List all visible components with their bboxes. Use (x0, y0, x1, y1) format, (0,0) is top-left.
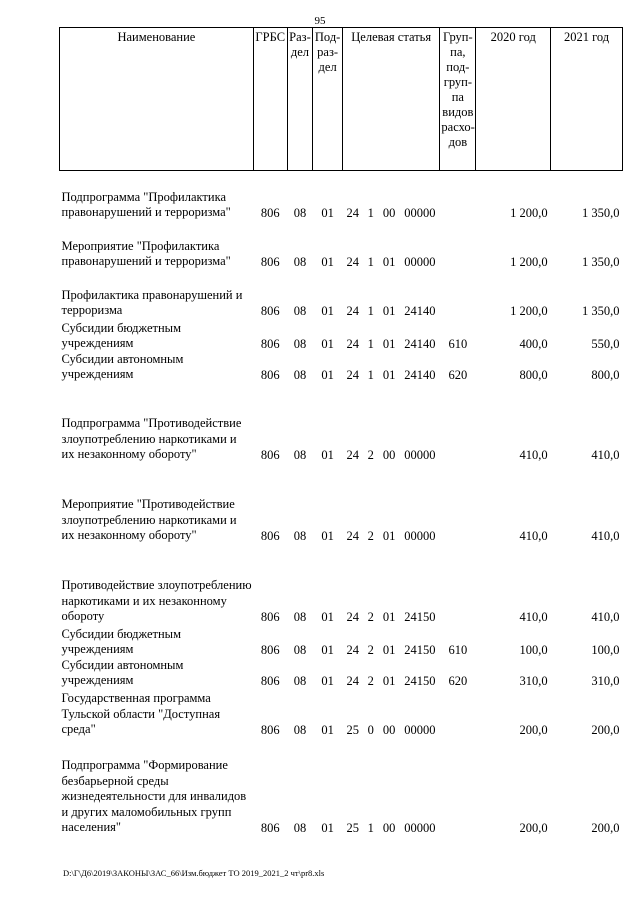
cell-target-program: 24 (346, 367, 359, 382)
cell-year-2020: 200,0 (519, 722, 548, 737)
header-year-2020: 2020 год (476, 28, 551, 171)
cell-name: Субсидии автономным учреждениям (61, 351, 184, 381)
header-expense-group: Груп- па, под- груп- па видов расхо- дов (440, 28, 476, 171)
cell-podrazdel: 01 (321, 722, 334, 737)
cell-target-direction: 00000 (404, 722, 436, 737)
cell-year-2021: 1 350,0 (582, 205, 620, 220)
cell-target-event: 00 (382, 820, 396, 835)
cell-year-2020: 800,0 (519, 367, 548, 382)
cell-expense-group (440, 383, 476, 463)
cell-year-2021: 410,0 (591, 447, 620, 462)
cell-target-program: 24 (346, 609, 359, 624)
cell-grbs: 806 (260, 254, 280, 269)
cell-name: Подпрограмма "Противодействие злоупотреблению наркотиками и их незаконному обороту" (61, 416, 242, 461)
cell-podrazdel: 01 (321, 336, 334, 351)
cell-podrazdel: 01 (321, 642, 334, 657)
cell-year-2020: 310,0 (519, 673, 548, 688)
cell-razdel: 08 (293, 254, 307, 269)
cell-target-subprogram: 2 (367, 528, 374, 543)
cell-name: Субсидии бюджетным учреждениям (61, 320, 181, 350)
cell-grbs: 806 (260, 205, 280, 220)
cell-grbs: 806 (260, 609, 280, 624)
page-number: 95 (314, 15, 326, 27)
cell-target-subprogram: 1 (367, 303, 374, 318)
cell-target-direction: 24140 (404, 336, 436, 351)
cell-target-program: 25 (346, 722, 359, 737)
cell-year-2020: 1 200,0 (510, 303, 548, 318)
cell-target-subprogram: 1 (367, 254, 374, 269)
header-razdel: Раз- дел (287, 28, 313, 171)
cell-target-event: 01 (382, 367, 396, 382)
cell-year-2021: 410,0 (591, 528, 620, 543)
cell-grbs: 806 (260, 820, 280, 835)
cell-target-subprogram: 2 (367, 673, 374, 688)
cell-name: Подпрограмма "Профилактика правонарушений и терроризма" (61, 189, 231, 219)
table-row (60, 383, 623, 463)
file-path-footer: D:\Г\Д6\2019\ЗАКОНЫ\ЗАС_66\Изм.бюджет ТО 2019_2021_2 чт\pr8.xls (63, 868, 325, 878)
cell-target-direction: 00000 (404, 254, 436, 269)
cell-expense-group (440, 689, 476, 738)
cell-podrazdel: 01 (321, 254, 334, 269)
cell-razdel: 08 (293, 722, 307, 737)
cell-target-event: 01 (382, 673, 396, 688)
table-row (60, 352, 623, 383)
cell-target-program: 25 (346, 820, 359, 835)
cell-target-subprogram: 0 (367, 722, 374, 737)
cell-name: Противодействие злоупотреблению наркотиками и их незаконному обороту (61, 578, 252, 623)
cell-grbs: 806 (260, 528, 280, 543)
cell-target-program: 24 (346, 447, 359, 462)
cell-target-subprogram: 1 (367, 820, 374, 835)
cell-target-program: 24 (346, 205, 359, 220)
cell-grbs: 806 (260, 642, 280, 657)
table-row (60, 738, 623, 836)
cell-target-direction: 00000 (404, 820, 436, 835)
budget-table (59, 27, 623, 836)
cell-target-subprogram: 2 (367, 642, 374, 657)
cell-expense-group: 610 (448, 642, 468, 657)
cell-target-direction: 00000 (404, 205, 436, 220)
cell-year-2021: 200,0 (591, 722, 620, 737)
cell-grbs: 806 (260, 336, 280, 351)
cell-name: Государственная программа Тульской области "Доступная среда" (61, 691, 221, 736)
cell-target-direction: 00000 (404, 447, 436, 462)
header-podrazdel: Под- раз- дел (313, 28, 343, 171)
cell-name: Субсидии бюджетным учреждениям (61, 626, 181, 656)
table-row (60, 658, 623, 689)
cell-year-2021: 310,0 (591, 673, 620, 688)
cell-target-subprogram: 2 (367, 447, 374, 462)
cell-target-event: 01 (382, 336, 396, 351)
cell-razdel: 08 (293, 820, 307, 835)
cell-year-2021: 550,0 (591, 336, 620, 351)
cell-year-2020: 410,0 (519, 528, 548, 543)
cell-podrazdel: 01 (321, 205, 334, 220)
header-target-article: Целевая статья (343, 28, 440, 171)
cell-target-event: 01 (382, 303, 396, 318)
cell-target-program: 24 (346, 254, 359, 269)
cell-razdel: 08 (293, 528, 307, 543)
cell-expense-group (440, 171, 476, 221)
cell-target-program: 24 (346, 336, 359, 351)
cell-year-2020: 100,0 (519, 642, 548, 657)
cell-name: Мероприятие "Профилактика правонарушений и терроризма" (61, 238, 231, 268)
cell-name: Профилактика правонарушений и терроризма (61, 287, 243, 317)
cell-target-direction: 24140 (404, 303, 436, 318)
table-row (60, 544, 623, 625)
table-row (60, 221, 623, 270)
cell-razdel: 08 (293, 673, 307, 688)
cell-target-event: 01 (382, 254, 396, 269)
cell-expense-group (440, 738, 476, 836)
cell-razdel: 08 (293, 205, 307, 220)
cell-target-subprogram: 1 (367, 367, 374, 382)
cell-year-2021: 200,0 (591, 820, 620, 835)
cell-target-direction: 24150 (404, 673, 436, 688)
cell-target-program: 24 (346, 303, 359, 318)
cell-target-event: 00 (382, 205, 396, 220)
cell-name: Субсидии автономным учреждениям (61, 657, 184, 687)
cell-podrazdel: 01 (321, 528, 334, 543)
cell-target-event: 00 (382, 722, 396, 737)
cell-target-direction: 24150 (404, 609, 436, 624)
cell-target-direction: 00000 (404, 528, 436, 543)
cell-podrazdel: 01 (321, 447, 334, 462)
cell-year-2021: 410,0 (591, 609, 620, 624)
cell-year-2021: 1 350,0 (582, 254, 620, 269)
cell-name: Подпрограмма "Формирование безбарьерной среды жизнедеятельности для инвалидов и других маломобильных групп населения" (61, 758, 247, 834)
cell-razdel: 08 (293, 303, 307, 318)
cell-grbs: 806 (260, 673, 280, 688)
cell-target-subprogram: 2 (367, 609, 374, 624)
cell-expense-group (440, 544, 476, 625)
table-row (60, 625, 623, 658)
cell-year-2020: 410,0 (519, 609, 548, 624)
header-year-2021: 2021 год (551, 28, 623, 171)
cell-target-event: 01 (382, 528, 396, 543)
cell-target-program: 24 (346, 673, 359, 688)
cell-grbs: 806 (260, 303, 280, 318)
cell-expense-group (440, 463, 476, 544)
cell-year-2021: 800,0 (591, 367, 620, 382)
cell-target-event: 01 (382, 642, 396, 657)
cell-year-2021: 100,0 (591, 642, 620, 657)
cell-target-program: 24 (346, 642, 359, 657)
cell-grbs: 806 (260, 722, 280, 737)
cell-razdel: 08 (293, 609, 307, 624)
cell-podrazdel: 01 (321, 609, 334, 624)
cell-year-2020: 400,0 (519, 336, 548, 351)
cell-razdel: 08 (293, 336, 307, 351)
cell-year-2021: 1 350,0 (582, 303, 620, 318)
cell-target-direction: 24150 (404, 642, 436, 657)
table-row (60, 171, 623, 221)
cell-expense-group: 610 (448, 336, 468, 351)
cell-target-program: 24 (346, 528, 359, 543)
cell-razdel: 08 (293, 642, 307, 657)
cell-expense-group: 620 (448, 367, 468, 382)
cell-year-2020: 1 200,0 (510, 254, 548, 269)
cell-year-2020: 410,0 (519, 447, 548, 462)
cell-year-2020: 1 200,0 (510, 205, 548, 220)
header-grbs: ГРБС (253, 28, 287, 171)
cell-name: Мероприятие "Противодействие злоупотреблению наркотиками и их незаконному обороту" (61, 497, 237, 542)
cell-expense-group (440, 270, 476, 319)
table-row (60, 689, 623, 738)
table-row (60, 270, 623, 319)
cell-target-direction: 24140 (404, 367, 436, 382)
cell-target-subprogram: 1 (367, 336, 374, 351)
cell-target-event: 00 (382, 447, 396, 462)
table-row (60, 319, 623, 352)
cell-target-subprogram: 1 (367, 205, 374, 220)
cell-grbs: 806 (260, 447, 280, 462)
table-row (60, 463, 623, 544)
cell-podrazdel: 01 (321, 820, 334, 835)
cell-podrazdel: 01 (321, 367, 334, 382)
cell-grbs: 806 (260, 367, 280, 382)
cell-podrazdel: 01 (321, 673, 334, 688)
cell-year-2020: 200,0 (519, 820, 548, 835)
cell-target-event: 01 (382, 609, 396, 624)
cell-expense-group (440, 221, 476, 270)
table-header-row (60, 28, 623, 171)
header-name: Наименование (60, 28, 254, 171)
cell-razdel: 08 (293, 367, 307, 382)
cell-podrazdel: 01 (321, 303, 334, 318)
cell-expense-group: 620 (448, 673, 468, 688)
cell-razdel: 08 (293, 447, 307, 462)
